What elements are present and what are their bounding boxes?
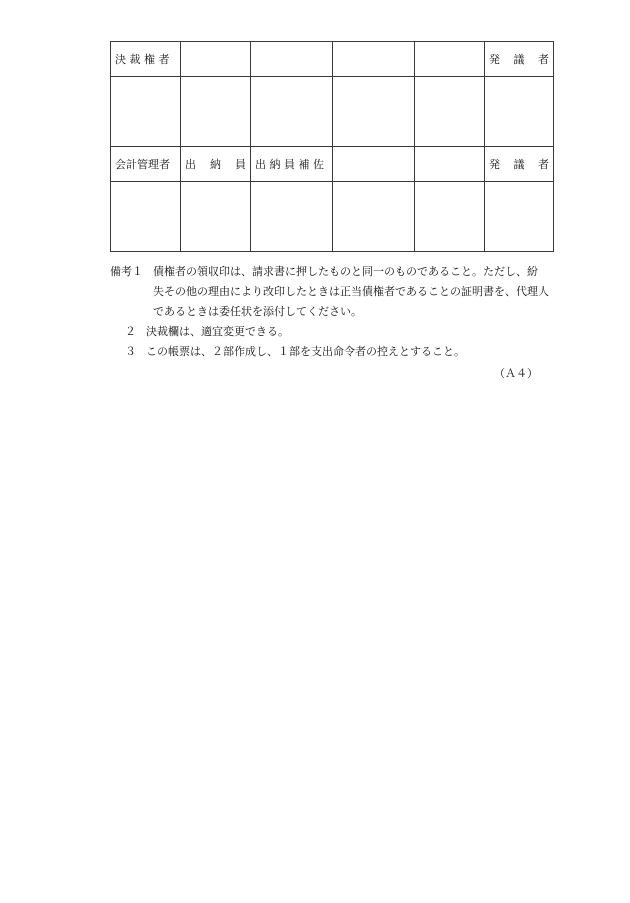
remark-line: であるときは委任状を添付してください。 — [153, 305, 362, 318]
accounting-header-row — [111, 147, 554, 182]
blank-cell — [415, 42, 485, 77]
remark-line: 失その他の理由により改印したときは正当債権者であることの証明書を、代理人 — [153, 285, 549, 298]
blank-cell — [251, 42, 333, 77]
remarks — [110, 262, 570, 362]
assistant-cashier-cell: 出 納 員 補 佐 — [251, 147, 333, 182]
remark-item — [110, 342, 570, 362]
remark-line: この帳票は、２部作成し、１部を支出命令者の控えとすること。 — [146, 345, 465, 358]
seal-cell[interactable] — [333, 77, 415, 147]
approval-table — [110, 41, 554, 252]
approver-cell: 決 裁 権 者 — [111, 42, 181, 77]
blank-cell — [333, 42, 415, 77]
remark-number: ２ — [125, 325, 136, 338]
blank-cell — [333, 147, 415, 182]
approval-header-row — [111, 42, 554, 77]
remark-text — [146, 322, 570, 342]
form-size-label: （Ａ４） — [494, 367, 538, 380]
proposer-cell: 発 議 者 — [485, 42, 554, 77]
seal-cell[interactable] — [333, 182, 415, 252]
seal-cell[interactable] — [181, 77, 251, 147]
remark-text — [146, 342, 570, 362]
seal-cell[interactable] — [111, 77, 181, 147]
seal-cell[interactable] — [251, 77, 333, 147]
proposer-cell: 発 議 者 — [485, 147, 554, 182]
remark-text — [153, 262, 570, 322]
blank-cell — [415, 147, 485, 182]
seal-cell[interactable] — [181, 182, 251, 252]
seal-cell[interactable] — [415, 77, 485, 147]
seal-cell[interactable] — [485, 182, 554, 252]
seal-row — [111, 77, 554, 147]
remark-line: 債権者の領収印は、請求書に押したものと同一のものであること。ただし、紛 — [153, 265, 538, 278]
seal-cell[interactable] — [415, 182, 485, 252]
remark-item — [110, 322, 570, 342]
remark-line: 決裁欄は、適宜変更できる。 — [146, 325, 289, 338]
blank-cell — [181, 42, 251, 77]
seal-cell[interactable] — [485, 77, 554, 147]
cashier-cell: 出 納 員 — [181, 147, 251, 182]
seal-row — [111, 182, 554, 252]
seal-cell[interactable] — [251, 182, 333, 252]
remark-item — [110, 262, 570, 322]
seal-cell[interactable] — [111, 182, 181, 252]
remark-number: ３ — [125, 345, 136, 358]
remarks-heading: 備考１ — [110, 265, 143, 278]
accounting-manager-cell: 会計管理者 — [111, 147, 181, 182]
